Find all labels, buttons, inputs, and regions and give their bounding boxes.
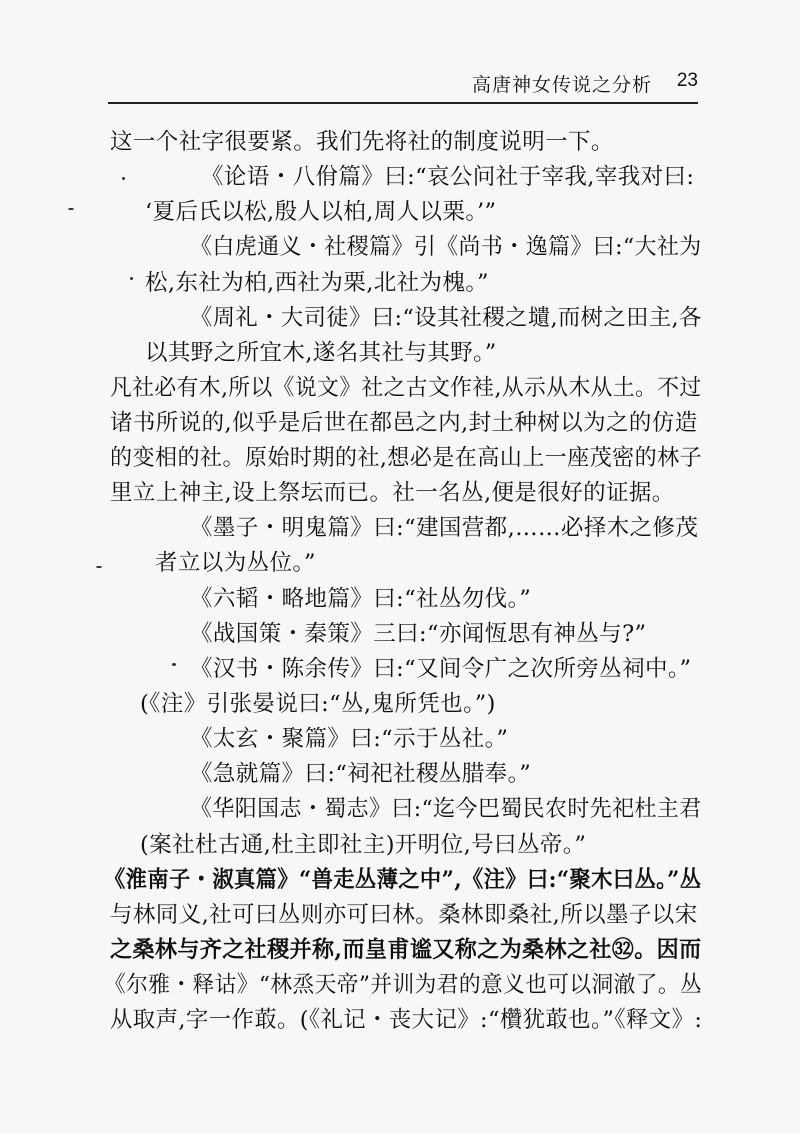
scan-speck	[96, 566, 102, 568]
text-line: 的变相的社。原始时期的社,想必是在高山上一座茂密的林子	[110, 445, 703, 471]
text-line: 凡社必有木,所以《说文》社之古文作袿,从示从木从土。不过	[110, 375, 702, 401]
running-title: 高唐神女传说之分析	[471, 74, 652, 96]
quote-line: 松,东社为柏,西社为栗,北社为槐。”	[145, 270, 489, 296]
quote-line: 《战国策・秦策》三曰:“亦闻恆思有神丛与?”	[190, 621, 647, 647]
scan-speck	[172, 663, 176, 666]
text-line: 《淮南子・淑真篇》“兽走丛薄之中”,《注》曰:“聚木曰丛。”丛	[104, 867, 702, 893]
quote-line: 者立以为丛位。”	[155, 550, 316, 576]
quote-line: 《六韬・略地篇》曰:“社丛勿伐。”	[190, 586, 532, 612]
scan-speck	[68, 208, 74, 210]
quote-line: 《汉书・陈余传》曰:“又间令广之次所旁丛祠中。”	[190, 656, 692, 682]
quote-line: 以其野之所宜木,遂名其社与其野。”	[145, 340, 497, 366]
quote-line: 《论语・八佾篇》曰:“哀公问社于宰我,宰我对曰:	[201, 164, 695, 190]
text-line: 里立上神主,设上祭坛而已。社一名丛,便是很好的证据。	[110, 480, 675, 506]
quote-line: ‘夏后氏以松,殷人以柏,周人以栗。’”	[145, 199, 497, 225]
text-line: 从取声,字一作菆。(《礼记・丧大记》:“欑犹菆也。”《释文》:	[110, 1007, 703, 1033]
quote-line: 《急就篇》曰:“祠祀社稷丛腊奉。”	[190, 761, 532, 787]
text-line: 之桑林与齐之社稷并称,而皇甫谧又称之为桑林之社㉜。因而	[110, 937, 702, 963]
scan-speck	[122, 177, 125, 180]
quote-line: 《墨子・明鬼篇》曰:“建国营都,……必择木之修茂	[190, 515, 699, 541]
running-header	[108, 64, 698, 104]
page-number: 23	[676, 70, 698, 91]
text-line: 《尔雅・释诂》“林烝天帝”并训为君的意义也可以洞澈了。丛	[104, 972, 703, 998]
quote-line: 《华阳国志・蜀志》曰:“迄今巴蜀民农时先祀杜主君	[190, 796, 702, 822]
quote-line: (《注》引张晏说曰:“丛,鬼所凭也。”)	[140, 691, 496, 717]
quote-line: 《白虎通义・社稷篇》引《尚书・逸篇》曰:“大社为	[190, 234, 702, 260]
quote-line: (案社杜古通,杜主即社主)开明位,号曰丛帝。”	[140, 832, 587, 858]
scan-speck	[130, 277, 133, 280]
quote-line: 《太玄・聚篇》曰:“示于丛社。”	[190, 726, 509, 752]
quote-line: 《周礼・大司徒》曰:“设其社稷之壝,而树之田主,各	[190, 305, 702, 331]
text-line: 诸书所说的,似乎是后世在都邑之内,封土种树以为之的仿造	[110, 410, 698, 436]
text-line: 与林同义,社可曰丛则亦可曰林。桑林即桑社,所以墨子以宋	[110, 902, 698, 928]
text-line: 这一个社字很要紧。我们先将社的制度说明一下。	[110, 129, 614, 155]
